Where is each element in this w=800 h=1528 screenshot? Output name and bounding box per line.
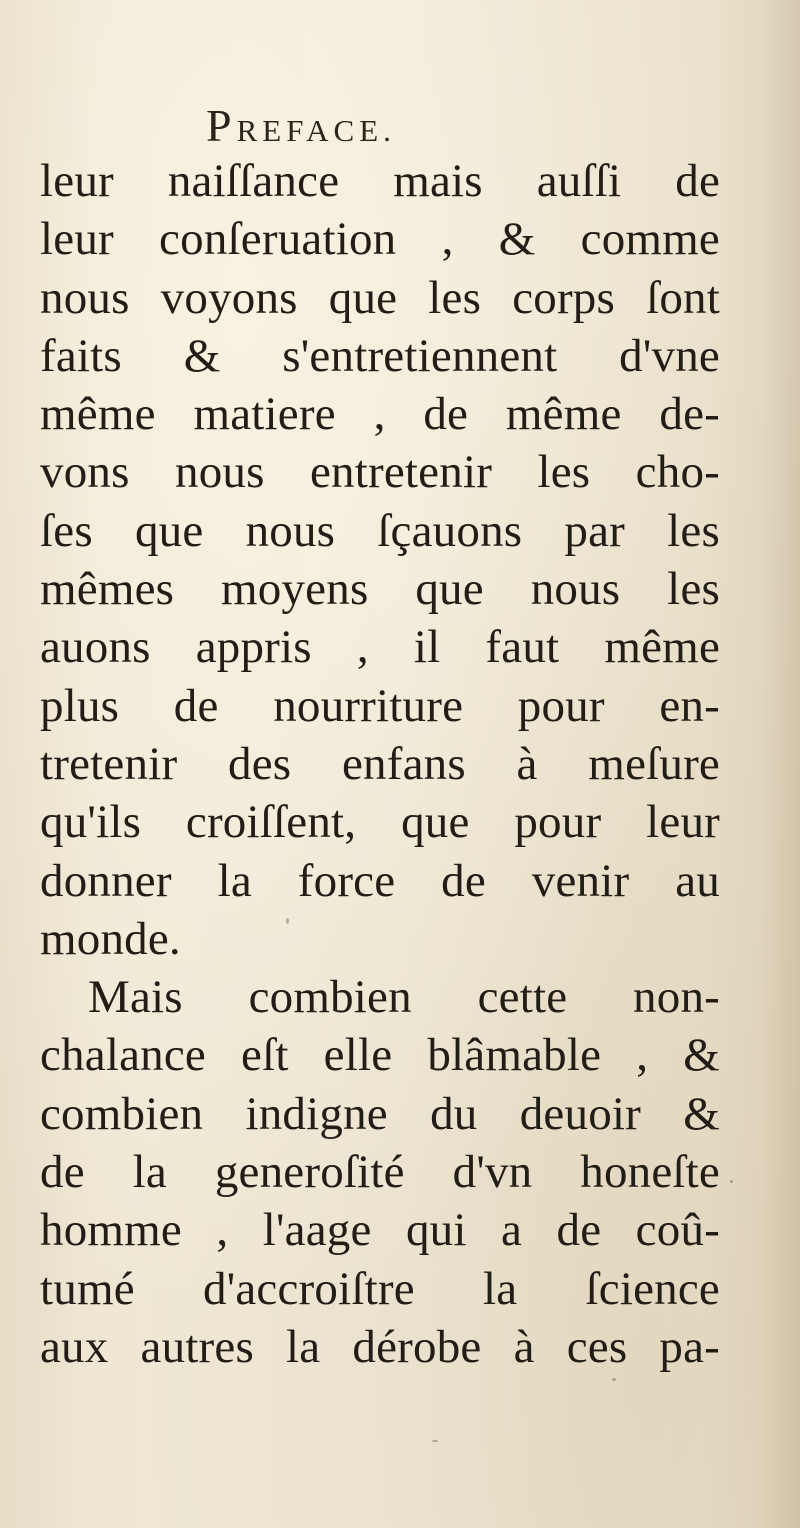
text-line: qu'ils croiſſent, que pour leur [40, 796, 720, 849]
text-line: de la generoſité d'vn honeſte [40, 1146, 720, 1199]
text-line: vons nous entretenir les cho- [40, 446, 720, 499]
text-line: homme , l'aage qui a de coû- [40, 1204, 720, 1257]
running-head-initial: P [206, 100, 237, 151]
paper-speck [612, 1378, 616, 1381]
text-line: plus de nourriture pour en- [40, 679, 720, 732]
paper-speck [286, 918, 289, 924]
text-line: nous voyons que les corps ſont [40, 271, 720, 324]
text-line: tumé d'accroiſtre la ſcience [40, 1262, 720, 1315]
text-line: leur naiſſance mais auſſi de [40, 155, 720, 207]
page-edge-shadow [760, 0, 800, 1528]
text-line: combien indigne du deuoir & [40, 1087, 720, 1140]
text-line: chalance eſt elle blâmable , & [40, 1029, 720, 1082]
text-line: donner la force de venir au [40, 854, 720, 907]
text-line: monde. [40, 912, 181, 965]
paragraph-first-line: Mais combien cette non- [88, 971, 720, 1024]
paper-speck [432, 1440, 438, 1442]
paper-speck [730, 1180, 733, 1183]
running-head-rest: REFACE. [236, 113, 396, 148]
body-text [40, 152, 720, 1376]
text-line: même matiere , de même de- [40, 388, 720, 441]
text-line: tretenir des enfans à meſure [40, 737, 720, 790]
text-line: mêmes moyens que nous les [40, 563, 720, 616]
text-line: aux autres la dérobe à ces pa- [40, 1320, 720, 1373]
text-line: ſes que nous ſçauons par les [40, 504, 720, 557]
running-head [206, 100, 506, 153]
text-line: faits & s'entretiennent d'vne [40, 329, 720, 382]
text-line: leur conſeruation , & comme [40, 213, 720, 266]
text-line: auons appris , il faut même [40, 621, 720, 674]
